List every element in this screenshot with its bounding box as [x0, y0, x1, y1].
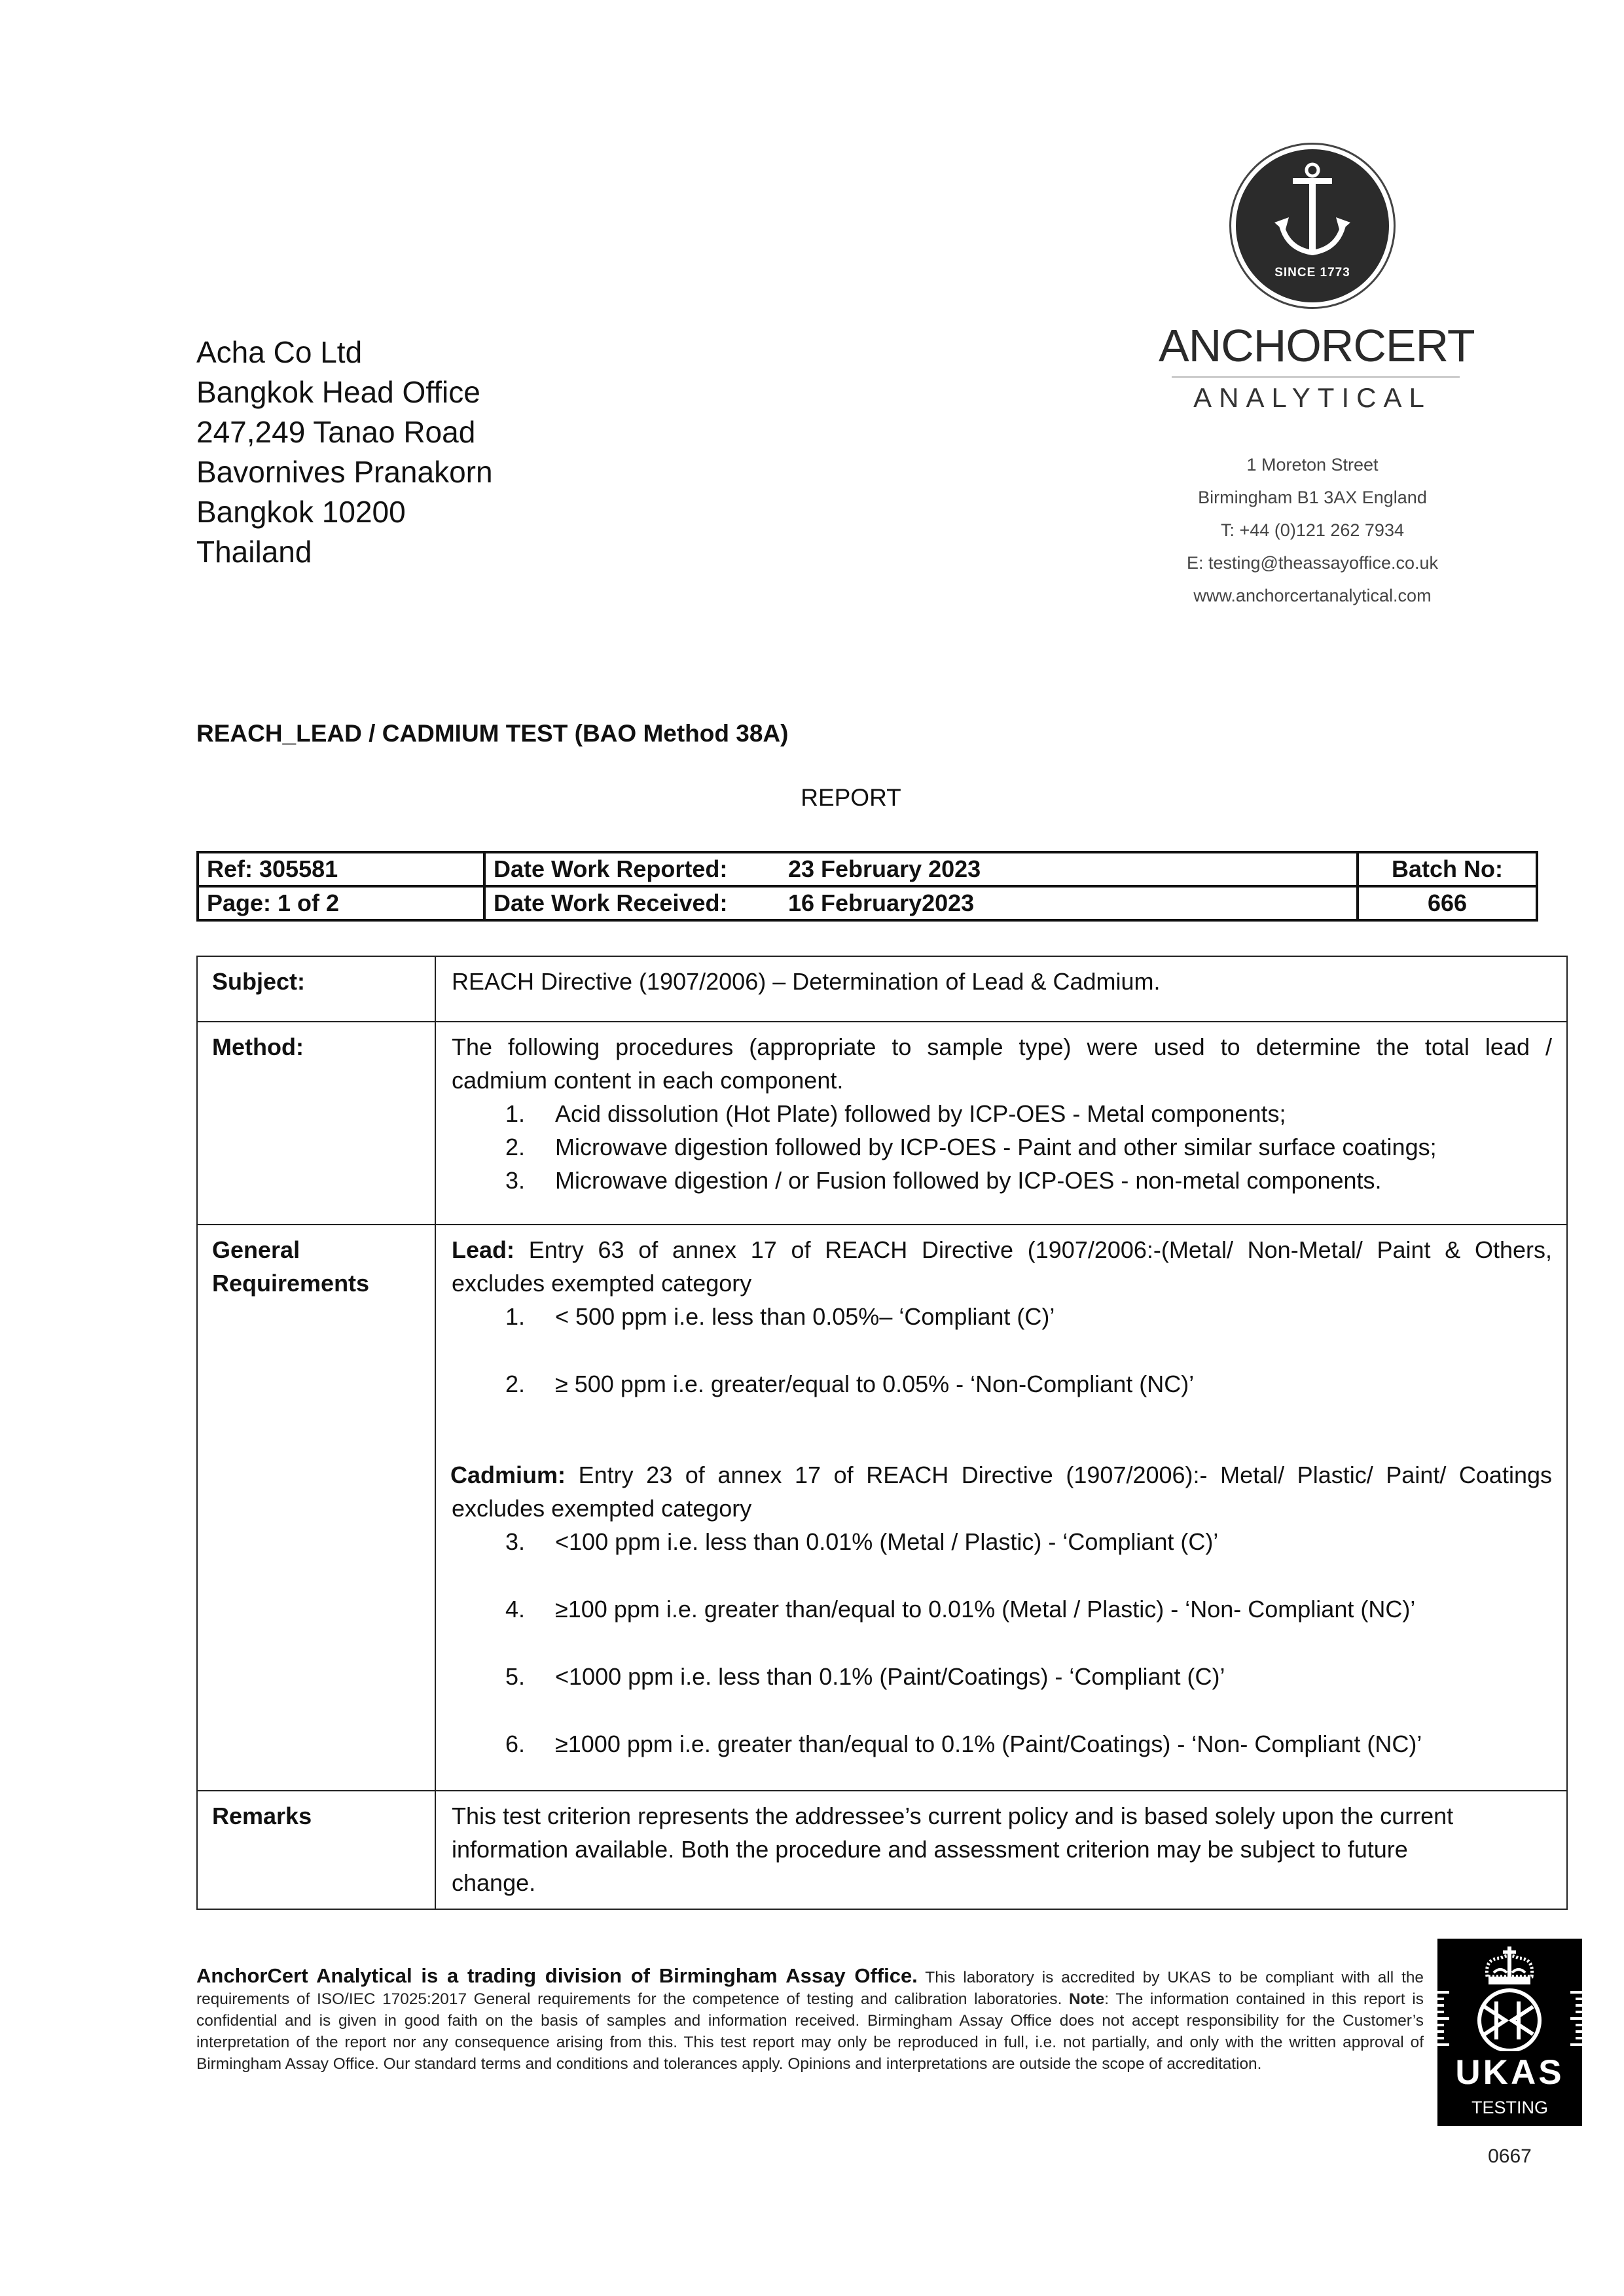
cadmium-item [452, 1660, 1552, 1693]
table-row [198, 852, 1537, 886]
date-received-cell [484, 886, 1358, 920]
remarks-line: This test criterion represents the addressee’s current policy and is based solely upon the current [452, 1803, 1454, 1829]
footer-disclaimer [196, 1965, 1424, 2075]
footer-lead: AnchorCert Analytical is a trading division of Birmingham Assay Office. [196, 1964, 918, 1987]
general-requirements-content [435, 1225, 1567, 1791]
cadmium-label: Cadmium: [450, 1462, 566, 1488]
remarks-content [435, 1791, 1567, 1909]
contact-city: Birmingham B1 3AX England [1198, 488, 1427, 507]
item-number: 3. [505, 1167, 526, 1194]
item-text: Acid dissolution (Hot Plate) followed by ICP-OES - Metal components; [555, 1100, 1286, 1127]
table-row-method [197, 1022, 1567, 1225]
report-title: REACH_LEAD / CADMIUM TEST (BAO Method 38A) [196, 720, 789, 747]
contact-street: 1 Moreton Street [1246, 455, 1379, 475]
item-text: <100 ppm i.e. less than 0.01% (Metal / Plastic) - ‘Compliant (C)’ [555, 1528, 1219, 1555]
ukas-testing: TESTING [1471, 2098, 1548, 2117]
item-text: Microwave digestion followed by ICP-OES - Paint and other similar surface coatings; [555, 1134, 1437, 1160]
item-text: ≥1000 ppm i.e. greater than/equal to 0.1% (Paint/Coatings) - ‘Non- Compliant (NC)’ [555, 1731, 1422, 1757]
batch-label: Batch No: [1358, 852, 1537, 886]
item-number: 5. [505, 1663, 526, 1690]
anchorcert-logo [1229, 143, 1396, 309]
lead-item [452, 1300, 1552, 1333]
brand-name: ANCHORCERT [1159, 320, 1475, 371]
ref-number: Ref: 305581 [198, 852, 484, 886]
requirements-table [196, 956, 1568, 1910]
ukas-accreditation-number: 0667 [1488, 2145, 1532, 2167]
item-number: 6. [505, 1731, 526, 1757]
contact-phone: T: +44 (0)121 262 7934 [1221, 520, 1404, 540]
item-text: < 500 ppm i.e. less than 0.05%– ‘Compliant (C)’ [555, 1303, 1055, 1330]
table-row-subject [197, 956, 1567, 1022]
method-label: Method: [197, 1022, 435, 1225]
item-number: 4. [505, 1596, 526, 1623]
lead-intro-cont: excludes exempted category [452, 1270, 752, 1297]
item-text: ≥ 500 ppm i.e. greater/equal to 0.05% - ‘Non-Compliant (NC)’ [555, 1371, 1195, 1397]
contact-block [1159, 448, 1466, 612]
date-received-value: 16 February2023 [788, 889, 975, 916]
subject-label: Subject: [197, 956, 435, 1022]
table-row-general-requirements [197, 1225, 1567, 1791]
item-text: Microwave digestion / or Fusion followed by ICP-OES - non-metal components. [555, 1167, 1382, 1194]
method-content [435, 1022, 1567, 1225]
item-text: ≥100 ppm i.e. greater than/equal to 0.01% (Metal / Plastic) - ‘Non- Compliant (NC)’ [555, 1596, 1416, 1623]
cadmium-text: Entry 23 of annex 17 of REACH Directive (1907/2006):- Metal/ Plastic/ Paint/ Coatings [578, 1462, 1552, 1488]
item-number: 1. [505, 1303, 526, 1330]
item-number: 2. [505, 1371, 526, 1397]
table-row [198, 886, 1537, 920]
lead-item [452, 1367, 1552, 1401]
report-label: REPORT [801, 784, 901, 811]
batch-number: 666 [1358, 886, 1537, 920]
method-item [452, 1097, 1552, 1130]
item-text: <1000 ppm i.e. less than 0.1% (Paint/Coatings) - ‘Compliant (C)’ [555, 1663, 1225, 1690]
lead-intro [452, 1233, 1552, 1266]
ukas-logo [1437, 1939, 1582, 2126]
method-intro-cont: cadmium content in each component. [452, 1067, 844, 1094]
date-reported-value: 23 February 2023 [788, 855, 981, 882]
footer-text: This laboratory is accredited by UKAS to be compliant with all the requirements of ISO/IEC 17025:2017 General requirements for the competence of testing and calibration laboratories. [196, 1969, 1424, 2008]
cadmium-item [452, 1727, 1552, 1761]
remarks-line: information available. Both the procedure and assessment criterion may be subject to future [452, 1836, 1408, 1863]
addressee-line: Bangkok Head Office [196, 375, 480, 409]
general-requirements-label [197, 1225, 435, 1791]
crown-icon [1437, 1939, 1582, 2051]
item-number: 1. [505, 1100, 526, 1127]
logo-since-text: SINCE 1773 [1274, 266, 1350, 279]
lead-label: Lead: [452, 1236, 515, 1263]
ukas-name: UKAS [1455, 2053, 1564, 2092]
cadmium-intro [450, 1458, 1552, 1492]
date-reported-label: Date Work Reported: [494, 855, 728, 882]
addressee-line: Bavornives Pranakorn [196, 455, 493, 489]
date-received-label: Date Work Received: [494, 889, 728, 916]
brand-divider [1172, 376, 1460, 378]
method-item [452, 1130, 1552, 1164]
brand-subtitle: ANALYTICAL [1193, 382, 1432, 413]
cadmium-item [452, 1525, 1552, 1558]
addressee-line: Bangkok 10200 [196, 495, 406, 529]
contact-website[interactable]: www.anchorcertanalytical.com [1193, 586, 1432, 605]
date-reported-cell [484, 852, 1358, 886]
cadmium-intro-cont: excludes exempted category [452, 1495, 752, 1522]
addressee-line: Acha Co Ltd [196, 335, 363, 369]
table-row-remarks [197, 1791, 1567, 1909]
footer-note-text: : The information contained in this report is confidential and is given in good faith on the basis of samples and information received. Birmingham Assay Office does not accept responsibility for the Customer’s interpretation of the report nor any consequence arising from this. This test report may only be reproduced in full, i.e. not partially, and only with the written approval of Birmingham Assay Office. Our standard terms and conditions and tolerances apply. Opinions and interpretations are outside the scope of accreditation. [196, 1990, 1424, 2073]
item-number: 3. [505, 1528, 526, 1555]
reference-table [196, 851, 1538, 922]
cadmium-item [452, 1592, 1552, 1626]
subject-text: REACH Directive (1907/2006) – Determination of Lead & Cadmium. [435, 956, 1567, 1022]
remarks-line: change. [452, 1869, 536, 1896]
lead-text: Entry 63 of annex 17 of REACH Directive (1907/2006:-(Metal/ Non-Metal/ Paint & Others, [528, 1236, 1552, 1263]
anchor-icon [1273, 162, 1352, 260]
contact-email[interactable]: E: testing@theassayoffice.co.uk [1186, 553, 1439, 573]
addressee-line: 247,249 Tanao Road [196, 415, 476, 449]
label-line: Requirements [212, 1270, 370, 1297]
page-number: Page: 1 of 2 [198, 886, 484, 920]
label-line: General [212, 1236, 300, 1263]
item-number: 2. [505, 1134, 526, 1160]
method-item [452, 1164, 1552, 1197]
addressee-line: Thailand [196, 535, 312, 569]
addressee-block [196, 332, 493, 572]
footer-note-label: Note [1069, 1990, 1105, 2008]
method-intro: The following procedures (appropriate to sample type) were used to determine the total lead / [452, 1033, 1552, 1060]
remarks-label: Remarks [197, 1791, 435, 1909]
